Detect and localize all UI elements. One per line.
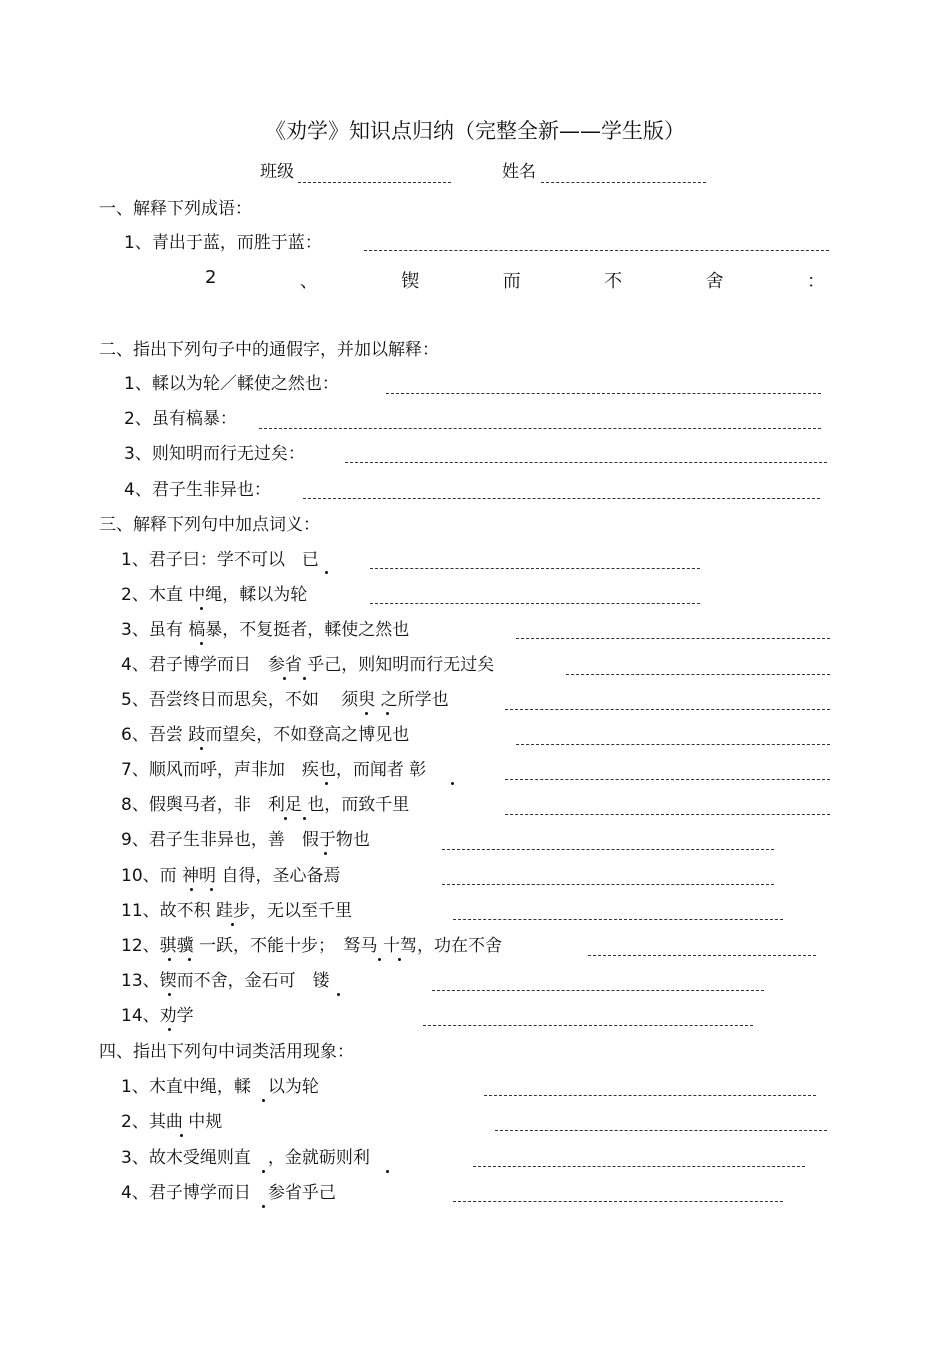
question-1-1: 1、青出于蓝，而胜于蓝： [124, 233, 322, 253]
question-3-13: 13、锲而不舍，金石可 镂 [121, 971, 330, 991]
answer-line-3-6[interactable] [516, 744, 830, 745]
emphasis-dot [262, 1170, 265, 1173]
document-title: 《劝学》知识点归纳（完整全新——学生版） [265, 119, 685, 143]
emphasis-dot [262, 1099, 265, 1102]
emphasis-dot [188, 958, 191, 961]
emphasis-dot [200, 607, 203, 610]
emphasis-dot [200, 747, 203, 750]
answer-line-2-1[interactable] [386, 393, 821, 394]
q1-2-char-4: 舍 [705, 271, 724, 292]
answer-line-4-2[interactable] [495, 1130, 827, 1131]
emphasis-dot [324, 852, 327, 855]
answer-line-3-14[interactable] [423, 1025, 753, 1026]
question-2-4: 4、君子生非异也： [124, 480, 271, 500]
emphasis-dot [365, 712, 368, 715]
question-2-2: 2、虽有槁暴： [124, 409, 237, 429]
answer-line-3-4[interactable] [566, 674, 830, 675]
class-label: 班级 [260, 162, 294, 182]
question-4-1: 1、木直中绳，輮 以为轮 [121, 1077, 319, 1097]
answer-line-3-8[interactable] [505, 814, 830, 815]
question-3-11: 11、故不积 跬步，无以至千里 [121, 901, 353, 921]
answer-line-3-7[interactable] [505, 779, 830, 780]
section-1-heading: 一、解释下列成语： [99, 199, 252, 219]
answer-line-4-1[interactable] [484, 1095, 816, 1096]
question-3-5: 5、吾尝终日而思矣，不如 须臾 之所学也 [121, 690, 449, 710]
emphasis-dot [168, 1028, 171, 1031]
question-4-4: 4、君子博学而日 参省乎己 [121, 1183, 336, 1203]
answer-line-3-10[interactable] [442, 884, 774, 885]
class-input-line[interactable] [298, 182, 451, 183]
emphasis-dot [451, 782, 454, 785]
q1-2-char-3: 不 [604, 271, 623, 292]
emphasis-dot [386, 712, 389, 715]
answer-line-4-4[interactable] [453, 1201, 783, 1202]
answer-line-3-9[interactable] [442, 849, 774, 850]
emphasis-dot [303, 817, 306, 820]
q1-2-char-2: 而 [502, 271, 521, 292]
answer-line-2-2[interactable] [259, 428, 821, 429]
answer-line-3-2[interactable] [370, 603, 700, 604]
emphasis-dot [200, 642, 203, 645]
name-input-line[interactable] [541, 182, 706, 183]
emphasis-dot [231, 923, 234, 926]
question-3-10: 10、而 神明 自得，圣心备焉 [121, 866, 341, 886]
emphasis-dot [325, 782, 328, 785]
answer-line-2-4[interactable] [303, 498, 820, 499]
section-4-heading: 四、指出下列句中词类活用现象： [99, 1042, 354, 1062]
question-4-2: 2、其曲 中规 [121, 1112, 223, 1132]
answer-line-3-12[interactable] [588, 955, 816, 956]
question-3-6: 6、吾尝 跂而望矣，不如登高之博见也 [121, 725, 410, 745]
emphasis-dot [168, 958, 171, 961]
question-3-9: 9、君子生非异也，善 假于物也 [121, 830, 370, 850]
q1-2-comma: 、 [299, 271, 318, 292]
emphasis-dot [284, 817, 287, 820]
answer-line-3-11[interactable] [453, 919, 783, 920]
name-label: 姓名 [502, 162, 536, 182]
emphasis-dot [210, 888, 213, 891]
question-2-1: 1、輮以为轮／輮使之然也： [124, 374, 339, 394]
emphasis-dot [180, 1134, 183, 1137]
answer-line-3-1[interactable] [370, 568, 700, 569]
section-3-heading: 三、解释下列句中加点词义： [99, 515, 320, 535]
emphasis-dot [303, 677, 306, 680]
emphasis-dot [378, 958, 381, 961]
question-3-2: 2、木直 中绳，輮以为轮 [121, 585, 308, 605]
question-3-3: 3、虽有 槁暴，不复挺者，輮使之然也 [121, 620, 410, 640]
emphasis-dot [337, 993, 340, 996]
answer-line-1-1[interactable] [364, 250, 829, 251]
answer-line-3-5[interactable] [505, 709, 830, 710]
emphasis-dot [190, 888, 193, 891]
q1-2-colon: ： [806, 271, 825, 292]
question-3-8: 8、假舆马者，非 利足 也，而致千里 [121, 795, 410, 815]
q1-2-char-1: 锲 [401, 271, 420, 292]
answer-line-3-13[interactable] [432, 990, 764, 991]
question-3-12: 12、骐骥 一跃，不能十步； 驽马 十驾，功在不舍 [121, 936, 502, 956]
emphasis-dot [262, 1205, 265, 1208]
section-2-heading: 二、指出下列句子中的通假字，并加以解释： [99, 340, 439, 360]
question-3-7: 7、顺风而呼，声非加 疾也，而闻者 彰 [121, 760, 427, 780]
emphasis-dot [283, 677, 286, 680]
answer-line-2-3[interactable] [345, 462, 827, 463]
question-3-4: 4、君子博学而日 参省 乎己，则知明而行无过矣 [121, 655, 495, 675]
answer-line-3-3[interactable] [516, 638, 830, 639]
question-3-1: 1、君子曰：学不可以 已 [121, 550, 319, 570]
question-3-14: 14、劝学 [121, 1006, 194, 1026]
question-1-2 [205, 267, 825, 293]
emphasis-dot [386, 1170, 389, 1173]
question-4-3: 3、故木受绳则直 ，金就砺则利 [121, 1148, 370, 1168]
q1-2-number: 2 [205, 267, 217, 288]
emphasis-dot [398, 958, 401, 961]
question-2-3: 3、则知明而行无过矣： [124, 444, 305, 464]
emphasis-dot [168, 993, 171, 996]
answer-line-4-3[interactable] [473, 1166, 805, 1167]
emphasis-dot [325, 571, 328, 574]
